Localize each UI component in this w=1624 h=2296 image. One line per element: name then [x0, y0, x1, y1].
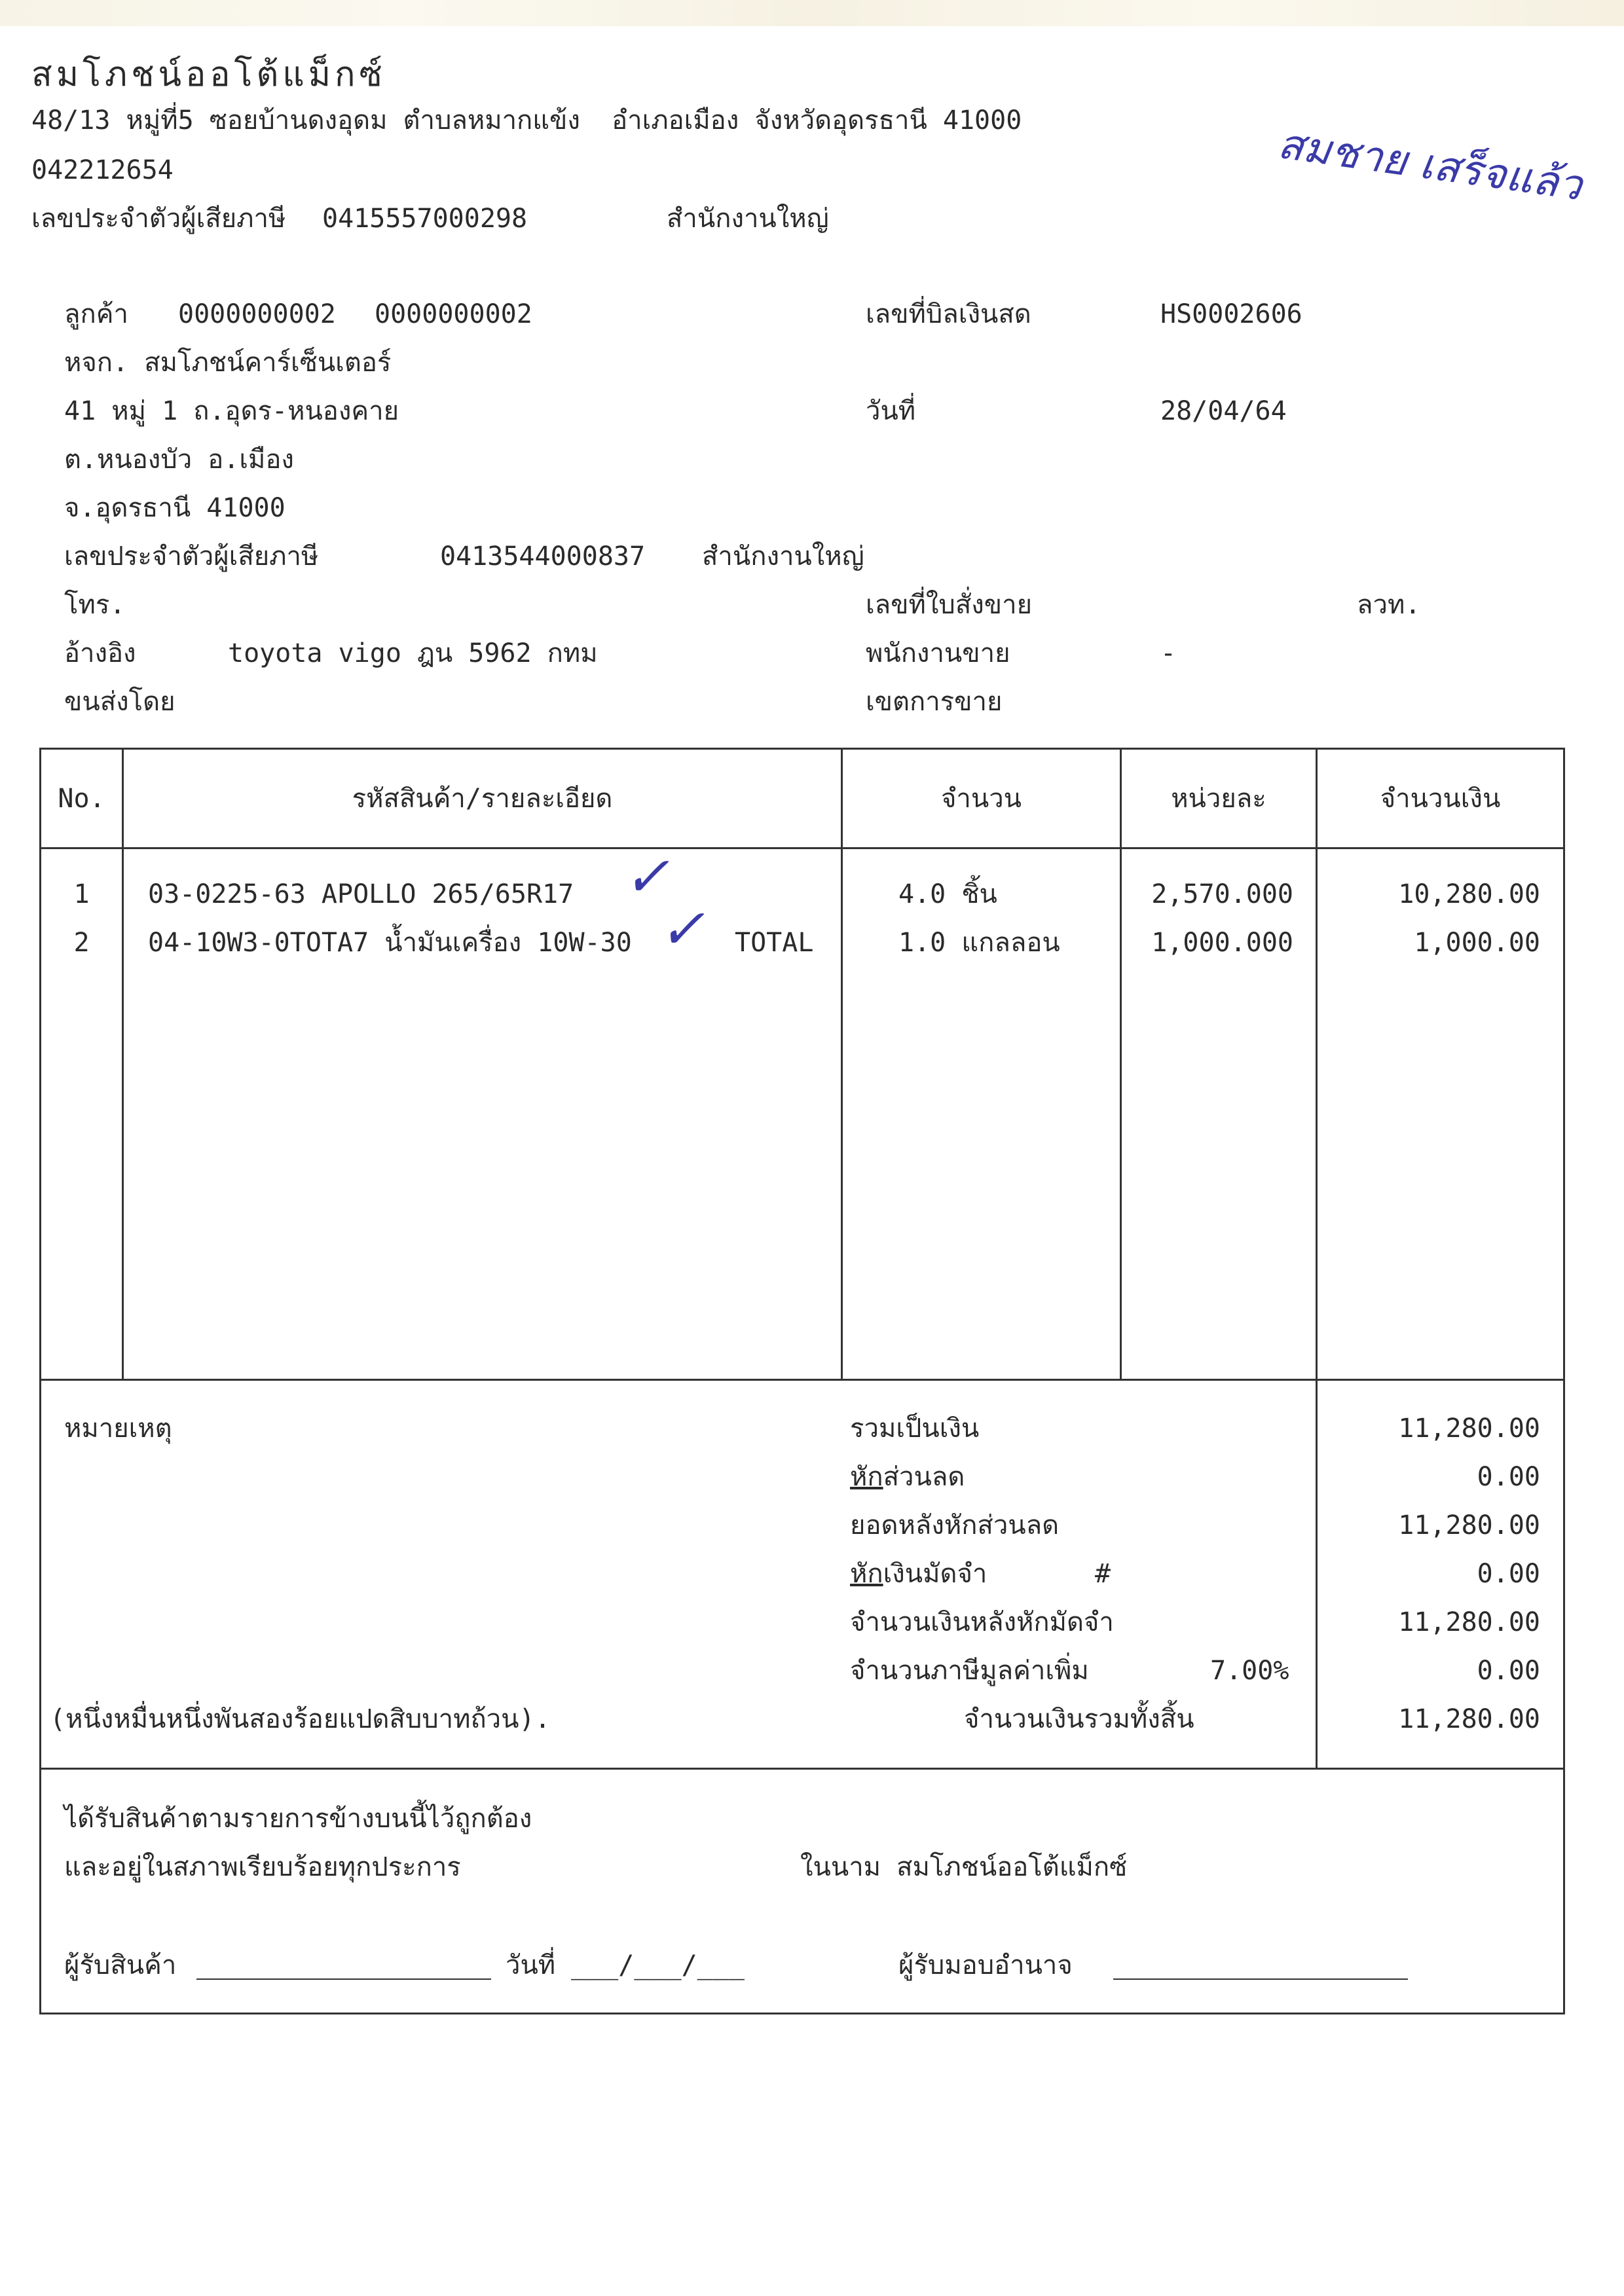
bill-no-label: เลขที่บิลเงินสด [866, 299, 1031, 329]
customer-tax-id: 0413544000837 [440, 541, 646, 572]
customer-tax-label: เลขประจำตัวผู้เสียภาษี [64, 541, 319, 572]
row-no: 1 [73, 879, 90, 909]
company-tax-label: เลขประจำตัวผู้เสียภาษี [31, 204, 286, 234]
row-quantity: 1.0 แกลลอน [898, 928, 1060, 958]
row-unit-price: 1,000.000 [1151, 928, 1293, 958]
company-tax-id: 0415557000298 [322, 204, 528, 234]
summary-label: รวมเป็นเงิน [850, 1413, 980, 1444]
check-mark-icon: ✓ [659, 897, 705, 961]
received-statement-2: และอยู่ในสภาพเรียบร้อยทุกประการ [64, 1852, 461, 1882]
sales-order-value: ลวท. [1357, 590, 1421, 620]
receiver-signature-line [196, 1978, 491, 1980]
summary-value: 0.00 [1477, 1462, 1540, 1492]
shipping-label: ขนส่งโดย [64, 687, 175, 717]
row-description: 03-0225-63 APOLLO 265/65R17 [148, 879, 574, 909]
row-amount: 10,280.00 [1398, 879, 1540, 909]
header-amount: จำนวนเงิน [1380, 784, 1501, 814]
received-statement-1: ได้รับสินค้าตามรายการข้างบนนี้ไว้ถูกต้อง [64, 1804, 532, 1834]
handwritten-note: สมชาย เสร็จแล้ว [1274, 119, 1585, 211]
summary-value: 0.00 [1477, 1656, 1540, 1686]
bill-date-label: วันที่ [866, 396, 916, 426]
bill-no-value: HS0002606 [1160, 299, 1302, 329]
summary-label: ยอดหลังหักส่วนลด [850, 1510, 1060, 1540]
summary-label: ส่วนลด [883, 1462, 965, 1492]
company-name: สมโภชน์ออโต้แม็กซ์ [31, 55, 386, 94]
sales-area-label: เขตการขาย [866, 687, 1003, 717]
customer-address-3: จ.อุดรธานี 41000 [64, 493, 286, 523]
receiver-label: ผู้รับสินค้า [64, 1950, 177, 1980]
amount-in-words: (หนึ่งหมื่นหนึ่งพันสองร้อยแปดสิบบาทถ้วน). [50, 1704, 551, 1734]
customer-code-1: 0000000002 [178, 299, 336, 329]
reference-value: toyota vigo ฎน 5962 กทม [228, 638, 598, 668]
summary-label: จำนวนเงินหลังหักมัดจำ [850, 1607, 1114, 1637]
customer-address-2: ต.หนองบัว อ.เมือง [64, 445, 294, 475]
summary-prefix: หัก [850, 1462, 883, 1492]
phone-label: โทร. [64, 590, 126, 620]
company-phone: 042212654 [31, 155, 174, 185]
salesperson-value: - [1160, 638, 1177, 668]
salesperson-label: พนักงานขาย [866, 638, 1010, 668]
receive-date-label: วันที่ [506, 1950, 556, 1980]
remark-label: หมายเหตุ [64, 1413, 172, 1444]
authorized-signature-line [1113, 1978, 1408, 1980]
summary-prefix: หัก [850, 1559, 883, 1589]
company-branch: สำนักงานใหญ่ [667, 204, 829, 234]
header-unit-price: หน่วยละ [1171, 784, 1266, 814]
on-behalf-of: ในนาม สมโภชน์ออโต้แม็กซ์ [800, 1852, 1128, 1882]
customer-address-1: 41 หมู่ 1 ถ.อุดร-หนองคาย [64, 396, 399, 426]
customer-name: หจก. สมโภชน์คาร์เซ็นเตอร์ [64, 348, 392, 378]
header-no: No. [58, 784, 105, 814]
receive-date-blank: ___/___/___ [571, 1950, 745, 1980]
bill-date-value: 28/04/64 [1160, 396, 1287, 426]
row-amount: 1,000.00 [1414, 928, 1540, 958]
row-description: 04-10W3-0TOTA7 น้ำมันเครื่อง 10W-30 [148, 928, 632, 958]
summary-extra: # [1095, 1559, 1111, 1589]
summary-value: 11,280.00 [1398, 1704, 1540, 1734]
summary-label: เงินมัดจำ [883, 1559, 987, 1589]
company-address: 48/13 หมู่ที่5 ซอยบ้านดงอุดม ตำบลหมากแข้ง อำเภอเมือง จังหวัดอุดรธานี 41000 [31, 105, 1022, 136]
header-description: รหัสสินค้า/รายละเอียด [352, 784, 613, 814]
row-quantity: 4.0 ชิ้น [898, 879, 997, 909]
customer-code-2: 0000000002 [375, 299, 532, 329]
authorized-label: ผู้รับมอบอำนาจ [898, 1950, 1073, 1980]
header-quantity: จำนวน [940, 784, 1022, 814]
sales-order-label: เลขที่ใบสั่งขาย [866, 590, 1033, 620]
row-unit-price: 2,570.000 [1151, 879, 1293, 909]
summary-value: 0.00 [1477, 1559, 1540, 1589]
summary-extra: 7.00% [1210, 1656, 1289, 1686]
scan-edge [0, 0, 1624, 26]
row-extra: TOTAL [735, 928, 814, 958]
summary-value: 11,280.00 [1398, 1413, 1540, 1444]
customer-label: ลูกค้า [64, 299, 128, 329]
summary-label: จำนวนภาษีมูลค่าเพิ่ม [850, 1656, 1089, 1686]
summary-value: 11,280.00 [1398, 1607, 1540, 1637]
summary-label: จำนวนเงินรวมทั้งสิ้น [964, 1704, 1194, 1734]
row-no: 2 [73, 928, 90, 958]
customer-branch: สำนักงานใหญ่ [702, 541, 864, 572]
reference-label: อ้างอิง [64, 638, 136, 668]
check-mark-icon: ✓ [623, 845, 670, 909]
summary-value: 11,280.00 [1398, 1510, 1540, 1540]
